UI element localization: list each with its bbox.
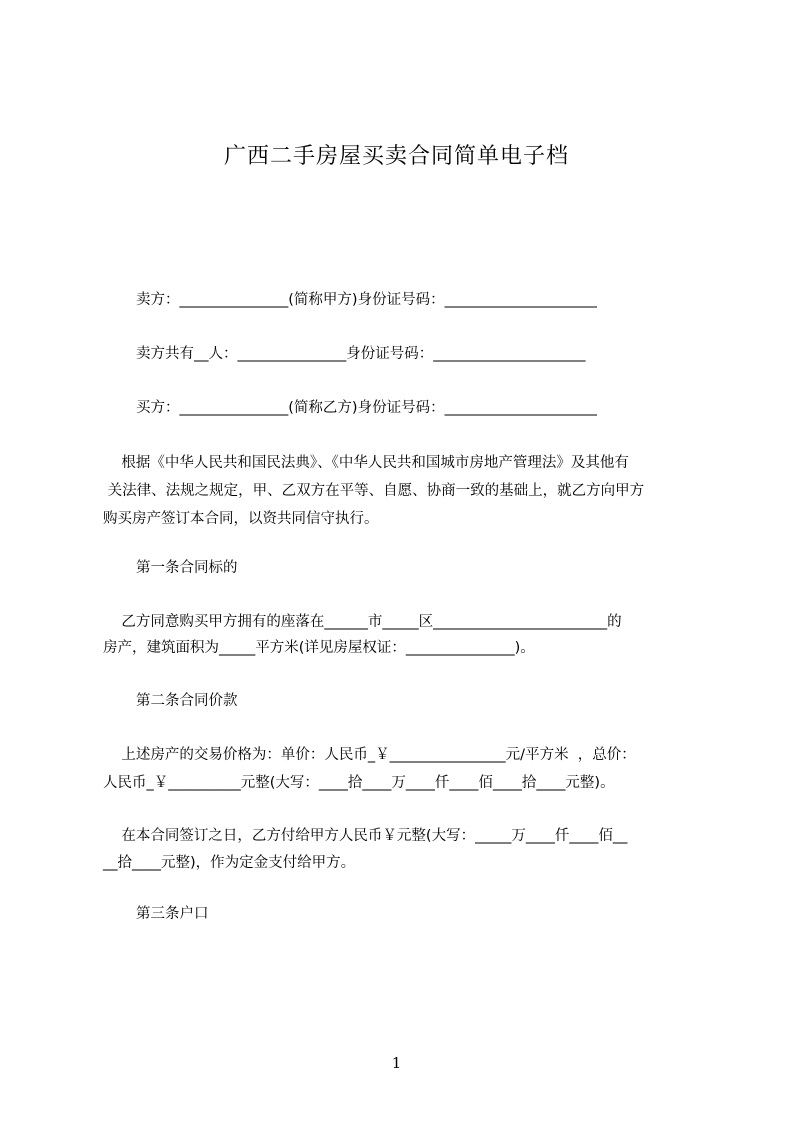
deposit-line-2: __拾____元整)，作为定金支付给甲方。 <box>103 855 356 871</box>
article-1-line-1: 乙方同意购买甲方拥有的座落在______市_____区________________________的 <box>103 614 622 630</box>
article-1-heading: 第一条合同标的 <box>136 560 238 576</box>
preamble-line-3: 购买房产签订本合同，以资共同信守执行。 <box>103 511 379 527</box>
preamble-line-1: 根据《中华人民共和国民法典》、《中华人民共和国城市房地产管理法》及其他有 <box>103 455 629 471</box>
co-owner-line: 卖方共有__人：_______________身份证号码：_____________________ <box>136 346 586 362</box>
buyer-line: 买方：_______________(简称乙方)身份证号码：_____________________ <box>136 400 597 416</box>
article-2-heading: 第二条合同价款 <box>136 693 238 709</box>
seller-line: 卖方：_______________(简称甲方)身份证号码：_____________________ <box>136 292 597 308</box>
article-3-heading: 第三条户口 <box>136 906 209 922</box>
price-line-1: 上述房产的交易价格为：单价：人民币_￥________________元/平方米 ，总价： <box>103 747 636 763</box>
preamble-line-2: 关法律、法规之规定，甲、乙双方在平等、自愿、协商一致的基础上，就乙方向甲方 <box>103 483 645 499</box>
document-title: 广西二手房屋买卖合同简单电子档 <box>223 144 569 169</box>
price-line-2: 人民币_￥__________元整(大写：____拾____万____仟____佰____拾____元整)。 <box>103 775 615 791</box>
page-number: 1 <box>391 1054 402 1072</box>
article-1-line-2: 房产，建筑面积为_____平方米(详见房屋权证：_______________)。 <box>103 640 535 656</box>
deposit-line-1: 在本合同签订之日，乙方付给甲方人民币￥元整(大写：_____万____仟____佰__ <box>103 828 628 844</box>
